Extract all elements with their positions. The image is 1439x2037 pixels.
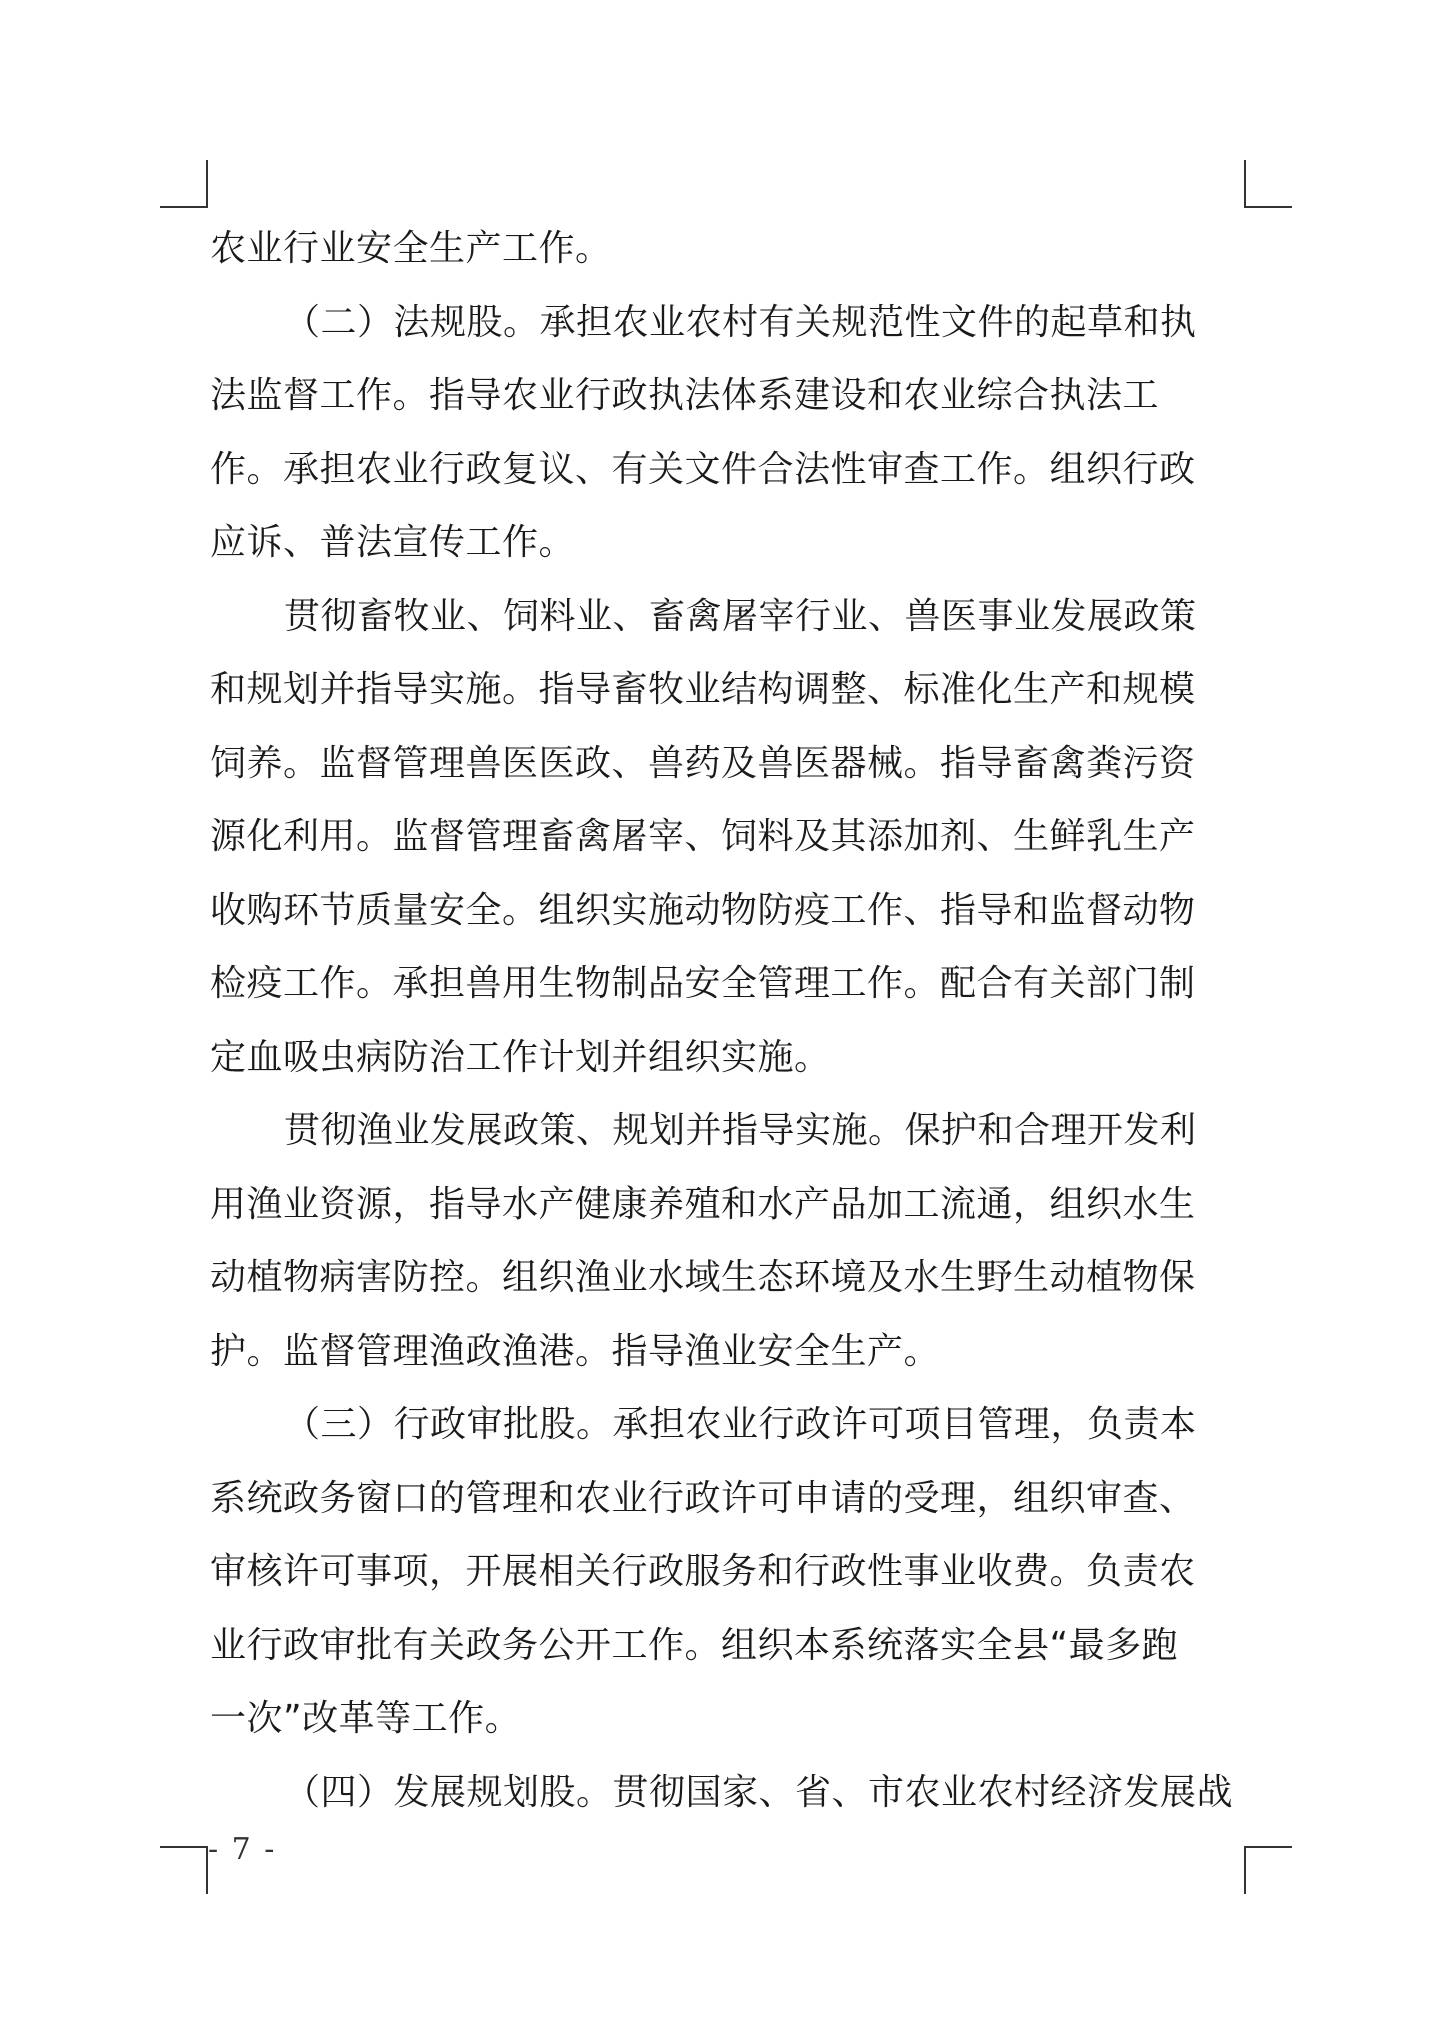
text-line: 贯彻畜牧业、饲料业、畜禽屠宰行业、兽医事业发展政策: [284, 595, 1197, 637]
text-line: （三）行政审批股。承担农业行政许可项目管理，负责本: [284, 1404, 1197, 1445]
text-line: （二）法规股。承担农业农村有关规范性文件的起草和执: [284, 301, 1197, 343]
text-line: 检疫工作。承担兽用生物制品安全管理工作。配合有关部门制: [210, 963, 1196, 1004]
body-text: [210, 212, 1240, 1829]
text-line: 和规划并指导实施。指导畜牧业结构调整、标准化生产和规模: [210, 669, 1196, 710]
crop-mark-top-right-horizontal: [1244, 206, 1292, 208]
crop-mark-bottom-right-vertical: [1244, 1846, 1246, 1894]
text-line: 定血吸虫病防治工作计划并组织实施。: [210, 1036, 831, 1078]
text-line: 一次”改革等工作。: [210, 1698, 522, 1739]
text-line: 护。监督管理渔政渔港。指导渔业安全生产。: [210, 1330, 941, 1372]
text-line: 审核许可事项，开展相关行政服务和行政性事业收费。负责农: [210, 1551, 1196, 1592]
text-line: 业行政审批有关政务公开工作。组织本系统落实全县“最多跑: [210, 1624, 1179, 1666]
text-line: 应诉、普法宣传工作。: [210, 522, 576, 563]
text-line: 源化利用。监督管理畜禽屠宰、饲料及其添加剂、生鲜乳生产: [210, 816, 1196, 857]
text-line: 法监督工作。指导农业行政执法体系建设和农业综合执法工: [210, 375, 1160, 416]
text-line: 农业行业安全生产工作。: [210, 228, 612, 269]
text-line: 贯彻渔业发展政策、规划并指导实施。保护和合理开发利: [284, 1110, 1197, 1151]
crop-mark-top-left-horizontal: [160, 206, 208, 208]
text-line: 作。承担农业行政复议、有关文件合法性审查工作。组织行政: [210, 448, 1196, 490]
page-number: - 7 -: [208, 1832, 277, 1867]
crop-mark-top-right-vertical: [1244, 160, 1246, 208]
crop-mark-bottom-left-horizontal: [160, 1846, 208, 1848]
text-line: 动植物病害防控。组织渔业水域生态环境及水生野生动植物保: [210, 1257, 1196, 1298]
text-line: 饲养。监督管理兽医医政、兽药及兽医器械。指导畜禽粪污资: [210, 742, 1196, 784]
crop-mark-top-left-vertical: [206, 160, 208, 208]
text-line: 收购环节质量安全。组织实施动物防疫工作、指导和监督动物: [210, 889, 1196, 931]
text-line: 系统政务窗口的管理和农业行政许可申请的受理，组织审查、: [210, 1477, 1196, 1519]
crop-mark-bottom-right-horizontal: [1244, 1846, 1292, 1848]
text-line: （四）发展规划股。贯彻国家、省、市农业农村经济发展战: [284, 1771, 1234, 1813]
text-line: 用渔业资源，指导水产健康养殖和水产品加工流通，组织水生: [210, 1183, 1196, 1225]
